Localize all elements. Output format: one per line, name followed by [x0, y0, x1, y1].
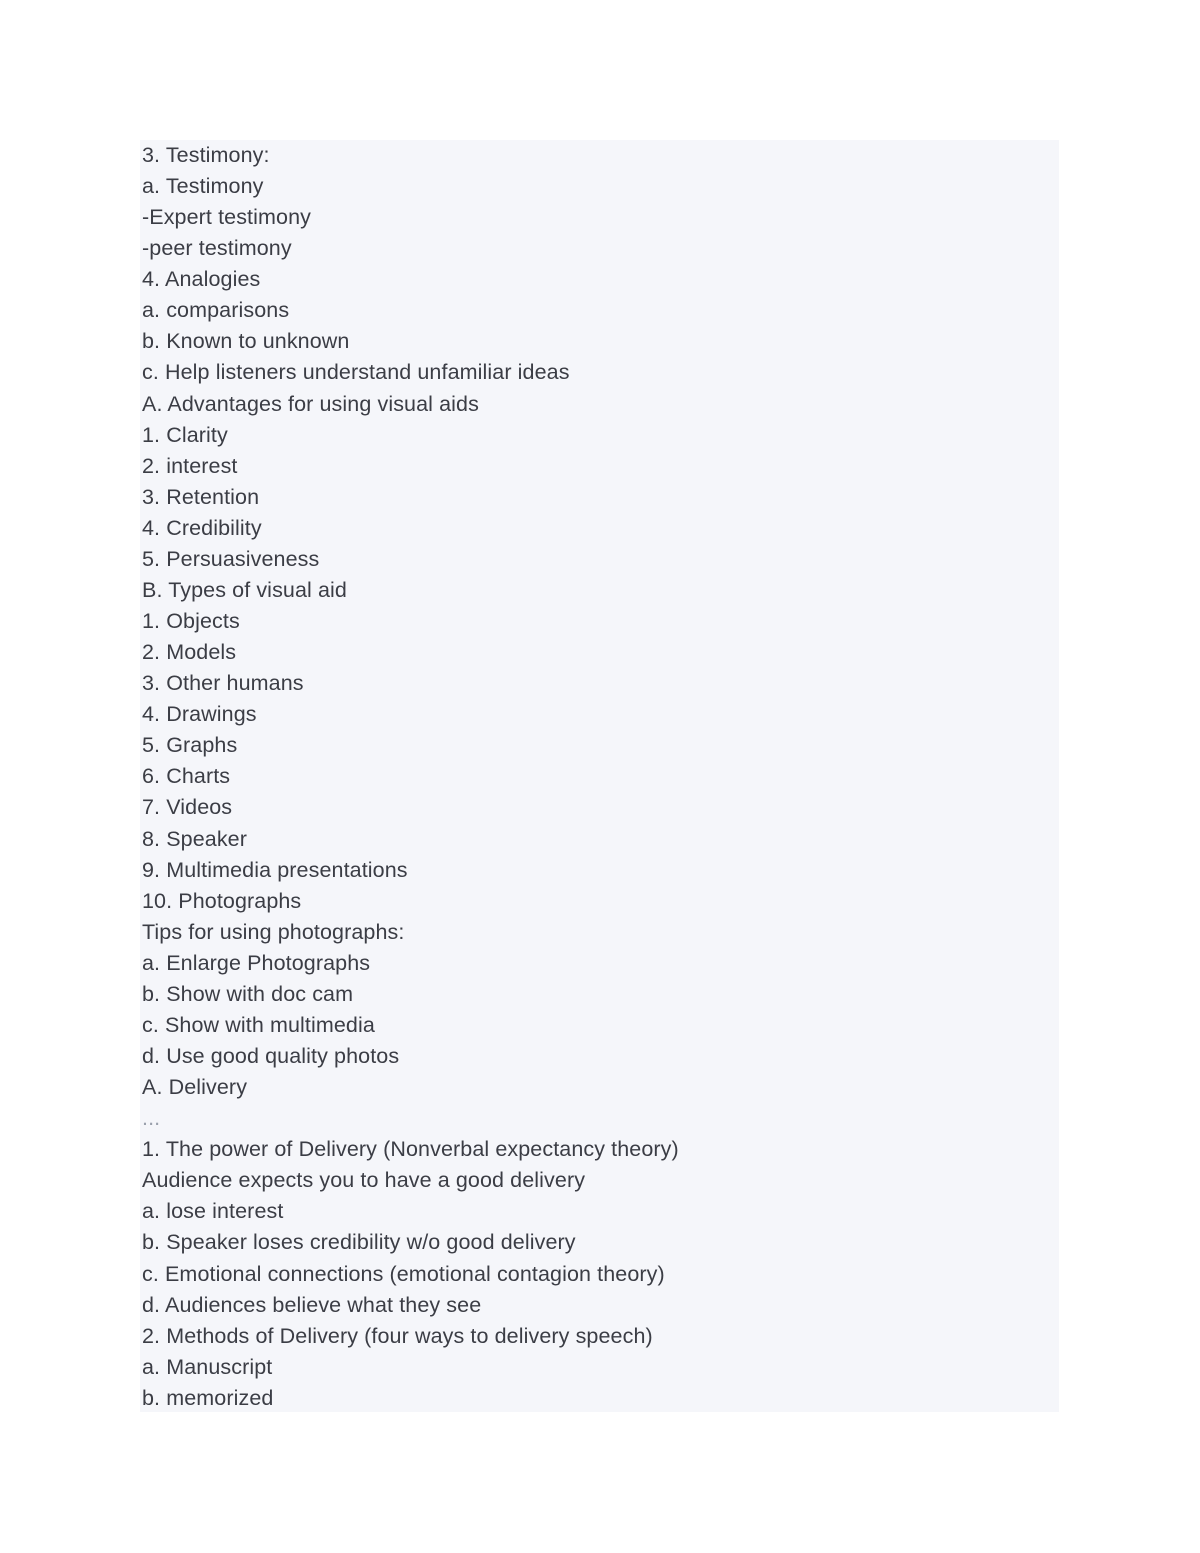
line-26: Tips for using photographs: — [142, 919, 405, 944]
line-28: b. Show with doc cam — [142, 981, 354, 1006]
line-17: 2. Models — [142, 640, 237, 665]
line-32-ellipsis: ... — [142, 1106, 161, 1131]
line-29: c. Show with multimedia — [142, 1012, 375, 1037]
line-11: 2. interest — [142, 453, 238, 478]
line-3: -Expert testimony — [142, 205, 311, 230]
line-20: 5. Graphs — [142, 733, 238, 758]
line-21: 6. Charts — [142, 764, 231, 789]
line-23: 8. Speaker — [142, 826, 247, 851]
line-9: A. Advantages for using visual aids — [142, 391, 479, 416]
line-25: 10. Photographs — [142, 888, 302, 913]
line-15: B. Types of visual aid — [142, 577, 347, 602]
line-33: 1. The power of Delivery (Nonverbal expectancy theory) — [142, 1137, 679, 1162]
line-13: 4. Credibility — [142, 515, 262, 540]
line-36: b. Speaker loses credibility w/o good delivery — [142, 1230, 576, 1255]
line-30: d. Use good quality photos — [142, 1044, 400, 1069]
line-5: 4. Analogies — [142, 267, 261, 292]
line-18: 3. Other humans — [142, 671, 304, 696]
line-12: 3. Retention — [142, 484, 260, 509]
line-37: c. Emotional connections (emotional contagion theory) — [142, 1261, 665, 1286]
line-40: a. Manuscript — [142, 1354, 273, 1379]
line-8: c. Help listeners understand unfamiliar ideas — [142, 360, 570, 385]
line-6: a. comparisons — [142, 298, 290, 323]
line-41: b. memorized — [142, 1385, 274, 1410]
line-1: 3. Testimony: — [142, 143, 270, 167]
line-16: 1. Objects — [142, 609, 240, 634]
line-22: 7. Videos — [142, 795, 233, 820]
notes-text-block — [140, 140, 1059, 1412]
line-27: a. Enlarge Photographs — [142, 950, 371, 975]
line-7: b. Known to unknown — [142, 329, 350, 354]
line-35: a. lose interest — [142, 1199, 284, 1224]
line-14: 5. Persuasiveness — [142, 546, 320, 571]
line-2: a. Testimony — [142, 174, 264, 199]
line-24: 9. Multimedia presentations — [142, 857, 408, 882]
line-38: d. Audiences believe what they see — [142, 1292, 482, 1317]
line-10: 1. Clarity — [142, 422, 228, 447]
line-4: -peer testimony — [142, 236, 292, 261]
line-39: 2. Methods of Delivery (four ways to delivery speech) — [142, 1323, 653, 1348]
line-19: 4. Drawings — [142, 702, 257, 727]
line-31: A. Delivery — [142, 1075, 248, 1100]
line-34: Audience expects you to have a good delivery — [142, 1168, 586, 1193]
